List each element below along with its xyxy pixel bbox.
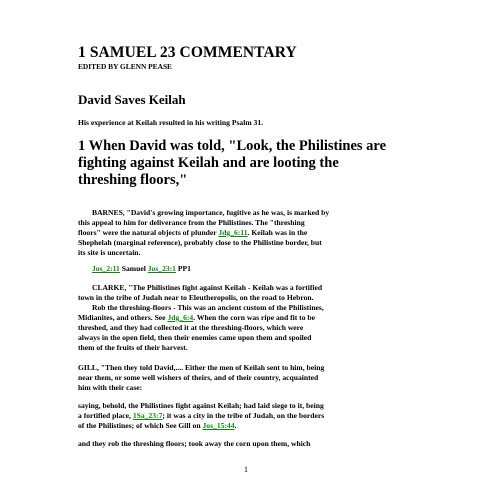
barnes-line-4: Shephelah (marginal reference), probably close to the Philistine border, but <box>78 238 322 247</box>
document-title: 1 SAMUEL 23 COMMENTARY <box>78 44 297 61</box>
document-editor: EDITED BY GLENN PEASE <box>78 62 172 71</box>
scripture-link[interactable]: Jos_2:11 <box>92 264 120 273</box>
scripture-link[interactable]: 1Sa_23:7 <box>132 411 163 420</box>
clarke-line-5: threshed, and they had collected it at the threshing-floors, which were <box>78 323 304 332</box>
reference-tail-text: PP1 <box>175 264 191 273</box>
clarke-line-6: always in the open field, then their enemies came upon them and spoiled <box>78 333 312 342</box>
section-heading: David Saves Keilah <box>78 92 186 107</box>
barnes-line-2: this appeal to him for deliverance from the Philistines. The "threshing <box>78 218 305 227</box>
clarke-line-4-text: Midianites, and others. See <box>78 313 168 322</box>
gill2-line-2-text: a fortified place, <box>78 411 133 420</box>
verse-heading-line-1: 1 When David was told, "Look, the Philistines are <box>78 138 387 154</box>
clarke-line-4-tail: . When the corn was ripe and fit to be <box>193 313 315 322</box>
clarke-line-1: CLARKE, "The Philistines fight against Keilah - Keilah was a fortified <box>92 283 323 292</box>
barnes-line-1: BARNES, "David's growing importance, fugitive as he was, is marked by <box>92 208 330 217</box>
reference-line <box>92 264 191 274</box>
clarke-line-3: Rob the threshing-floors - This was an ancient custom of the Philistines, <box>92 303 324 312</box>
intro-text: His experience at Keilah resulted in his writing Psalm 31. <box>78 118 264 127</box>
clarke-line-2: town in the tribe of Judah near to Eleutheropolis, on the road to Hebron. <box>78 293 314 302</box>
gill2-line-3-text: of the Philistines; of which See Gill on <box>78 421 203 430</box>
reference-mid-text: Samuel <box>119 264 148 273</box>
gill2-line-3 <box>78 421 236 431</box>
gill1-line-2: near them, or some well wishers of theirs, and of their country, acquainted <box>78 373 319 382</box>
gill1-line-1: GILL, "Then they told David,.... Either the men of Keilah sent to him, being <box>78 363 325 372</box>
clarke-line-4 <box>78 313 315 323</box>
verse-heading-line-2: fighting against Keilah and are looting the <box>78 155 339 171</box>
scripture-link[interactable]: Jdg_6:4 <box>167 313 194 322</box>
barnes-line-3-text: floors" were the natural objects of plunder <box>78 228 219 237</box>
gill1-line-3: him with their case: <box>78 383 143 392</box>
barnes-line-3 <box>78 228 307 238</box>
clarke-line-7: them of the fruits of their harvest. <box>78 343 188 352</box>
gill2-line-1: saying, behold, the Philistines fight against Keilah; had laid siege to it, being <box>78 401 324 410</box>
barnes-line-3-tail: . Keilah was in the <box>247 228 308 237</box>
verse-heading-line-3: threshing floors," <box>78 172 188 188</box>
gill2-line-2 <box>78 411 324 421</box>
barnes-line-5: its site is uncertain. <box>78 248 141 257</box>
scripture-link[interactable]: Jos_15:44 <box>202 421 235 430</box>
gill2-line-3-tail: . <box>234 421 237 430</box>
scripture-link[interactable]: Jos_23:1 <box>147 264 176 273</box>
scripture-link[interactable]: Jdg_6:11 <box>218 228 248 237</box>
gill2-line-2-tail: ; it was a city in the tribe of Judah, on the borders <box>162 411 325 420</box>
page-number: 1 <box>244 465 248 474</box>
gill-paragraph-3: and they rob the threshing floors; took away the corn upon them, which <box>78 439 311 448</box>
